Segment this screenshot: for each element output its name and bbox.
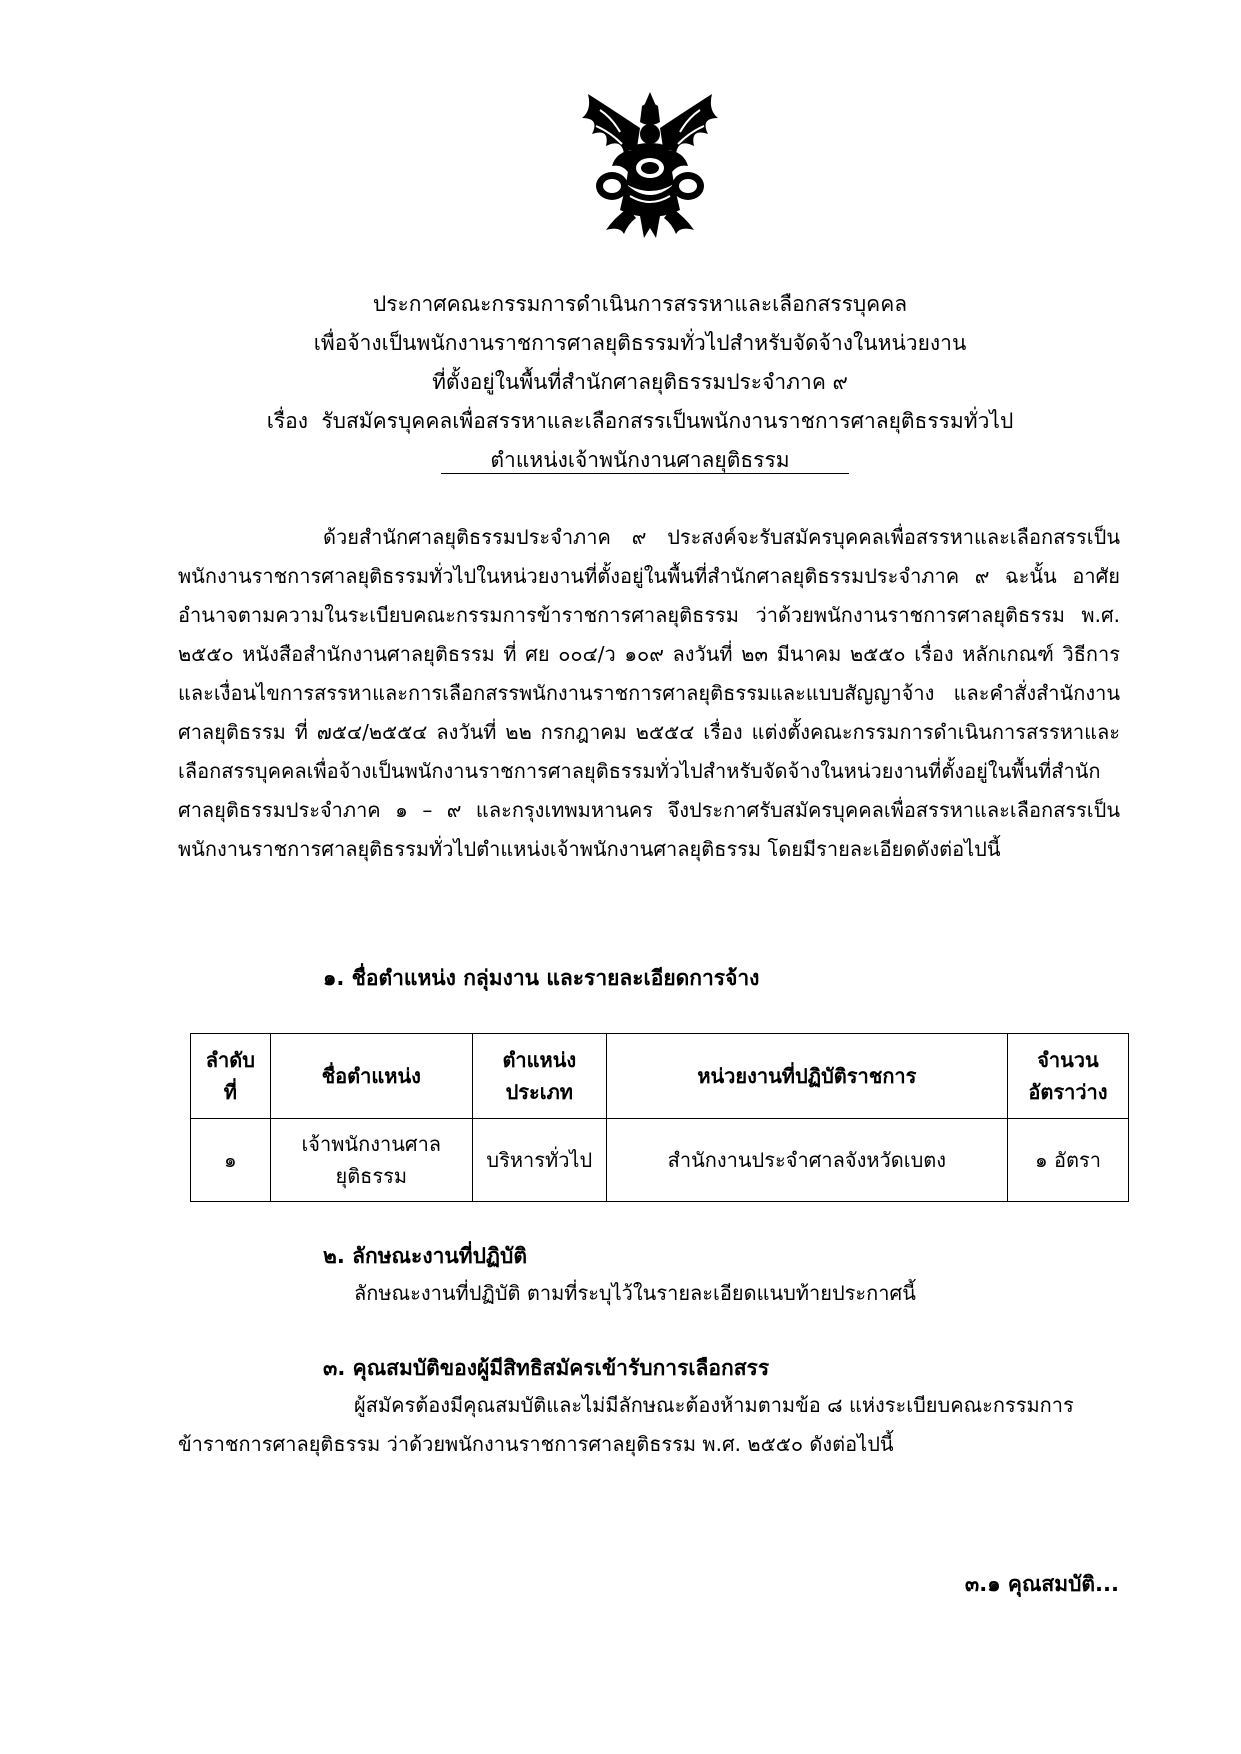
section-3-line-2: ข้าราชการศาลยุติธรรม ว่าด้วยพนักงานราชการศาลยุติธรรม พ.ศ. ๒๕๕๐ ดังต่อไปนี้	[178, 1432, 894, 1456]
header-position-type	[472, 1034, 606, 1119]
continuation-marker: ๓.๑ คุณสมบัติ...	[964, 1572, 1119, 1596]
table-header-row	[191, 1034, 1129, 1119]
subject-line: เรื่อง รับสมัครบุคคลเพื่อสรรหาและเลือกสรรเป็นพนักงานราชการศาลยุติธรรมทั่วไป	[266, 409, 1014, 433]
cell-unit: สำนักงานประจำศาลจังหวัดเบตง	[606, 1119, 1007, 1202]
header-no-line-1: ลำดับ	[205, 1048, 255, 1072]
table-row	[191, 1119, 1129, 1202]
header-underline	[441, 473, 849, 474]
section-1-title: ๑. ชื่อตำแหน่ง กลุ่มงาน และรายละเอียดการจ้าง	[323, 966, 760, 990]
section-3-title: ๓. คุณสมบัติของผู้มีสิทธิสมัครเข้ารับการเลือกสรร	[323, 1356, 770, 1380]
position-line: ตำแหน่งเจ้าพนักงานศาลยุติธรรม	[490, 448, 790, 472]
header-vacancies	[1007, 1034, 1128, 1119]
cell-name-line-2: ยุติธรรม	[335, 1164, 408, 1188]
header-type-line-1: ตำแหน่ง	[502, 1048, 577, 1072]
header-position-name: ชื่อตำแหน่ง	[270, 1034, 472, 1119]
cell-position-name	[270, 1119, 472, 1202]
announcement-header	[160, 285, 1120, 480]
intro-paragraph: ด้วยสำนักศาลยุติธรรมประจำภาค ๙ ประสงค์จะรับสมัครบุคคลเพื่อสรรหาและเลือกสรรเป็นพนักงานราชการศาลยุติธรรมทั่วไปในหน่วยงานที่ตั้งอยู่ในพื้นที่สำนักศาลยุติธรรมประจำภาค ๙ ฉะนั้น อาศัยอำนาจตามความในระเบียบคณะกรรมการข้าราชการศาลยุติธรรม ว่าด้วยพนักงานราชการศาลยุติธรรม พ.ศ. ๒๕๕๐ หนังสือสำนักงานศาลยุติธรรม ที่ ศย ๐๐๔/ว ๑๐๙ ลงวันที่ ๒๓ มีนาคม ๒๕๕๐ เรื่อง หลักเกณฑ์ วิธีการและเงื่อนไขการสรรหาและการเลือกสรรพนักงานราชการศาลยุติธรรมและแบบสัญญาจ้าง และคำสั่งสำนักงานศาลยุติธรรม ที่ ๗๕๔/๒๕๕๔ ลงวันที่ ๒๒ กรกฎาคม ๒๕๕๔ เรื่อง แต่งตั้งคณะกรรมการดำเนินการสรรหาและเลือกสรรบุคคลเพื่อจ้างเป็นพนักงานราชการศาลยุติธรรมทั่วไปสำหรับจัดจ้างในหน่วยงานที่ตั้งอยู่ในพื้นที่สำนักศาลยุติธรรมประจำภาค ๑ – ๙ และกรุงเทพมหานคร จึงประกาศรับสมัครบุคคลเพื่อสรรหาและเลือกสรรเป็นพนักงานราชการศาลยุติธรรมทั่วไปตำแหน่งเจ้าพนักงานศาลยุติธรรม โดยมีรายละเอียดดังต่อไปนี้	[178, 525, 1120, 861]
header-line-1: ประกาศคณะกรรมการดำเนินการสรรหาและเลือกสรรบุคคล	[372, 292, 908, 316]
cell-position-type: บริหารทั่วไป	[472, 1119, 606, 1202]
header-unit: หน่วยงานที่ปฏิบัติราชการ	[606, 1034, 1007, 1119]
header-no	[191, 1034, 271, 1119]
header-count-line-2: อัตราว่าง	[1028, 1080, 1108, 1104]
cell-vacancies: ๑ อัตรา	[1007, 1119, 1128, 1202]
positions-table	[190, 1033, 1129, 1202]
section-2-title: ๒. ลักษณะงานที่ปฏิบัติ	[323, 1244, 527, 1268]
section-3-line-1: ผู้สมัครต้องมีคุณสมบัติและไม่มีลักษณะต้องห้ามตามข้อ ๘ แห่งระเบียบคณะกรรมการ	[354, 1393, 1074, 1417]
header-no-line-2: ที่	[223, 1080, 237, 1104]
cell-name-line-1: เจ้าพนักงานศาล	[301, 1132, 442, 1156]
section-2-text: ลักษณะงานที่ปฏิบัติ ตามที่ระบุไว้ในรายละเอียดแนบท้ายประกาศนี้	[354, 1281, 916, 1305]
header-line-3: ที่ตั้งอยู่ในพื้นที่สำนักศาลยุติธรรมประจำภาค ๙	[432, 370, 848, 394]
header-count-line-1: จำนวน	[1037, 1048, 1099, 1072]
header-line-2: เพื่อจ้างเป็นพนักงานราชการศาลยุติธรรมทั่วไปสำหรับจัดจ้างในหน่วยงาน	[313, 331, 967, 355]
cell-no: ๑	[191, 1119, 271, 1202]
garuda-emblem-icon	[570, 88, 730, 243]
header-type-line-2: ประเภท	[505, 1080, 573, 1104]
